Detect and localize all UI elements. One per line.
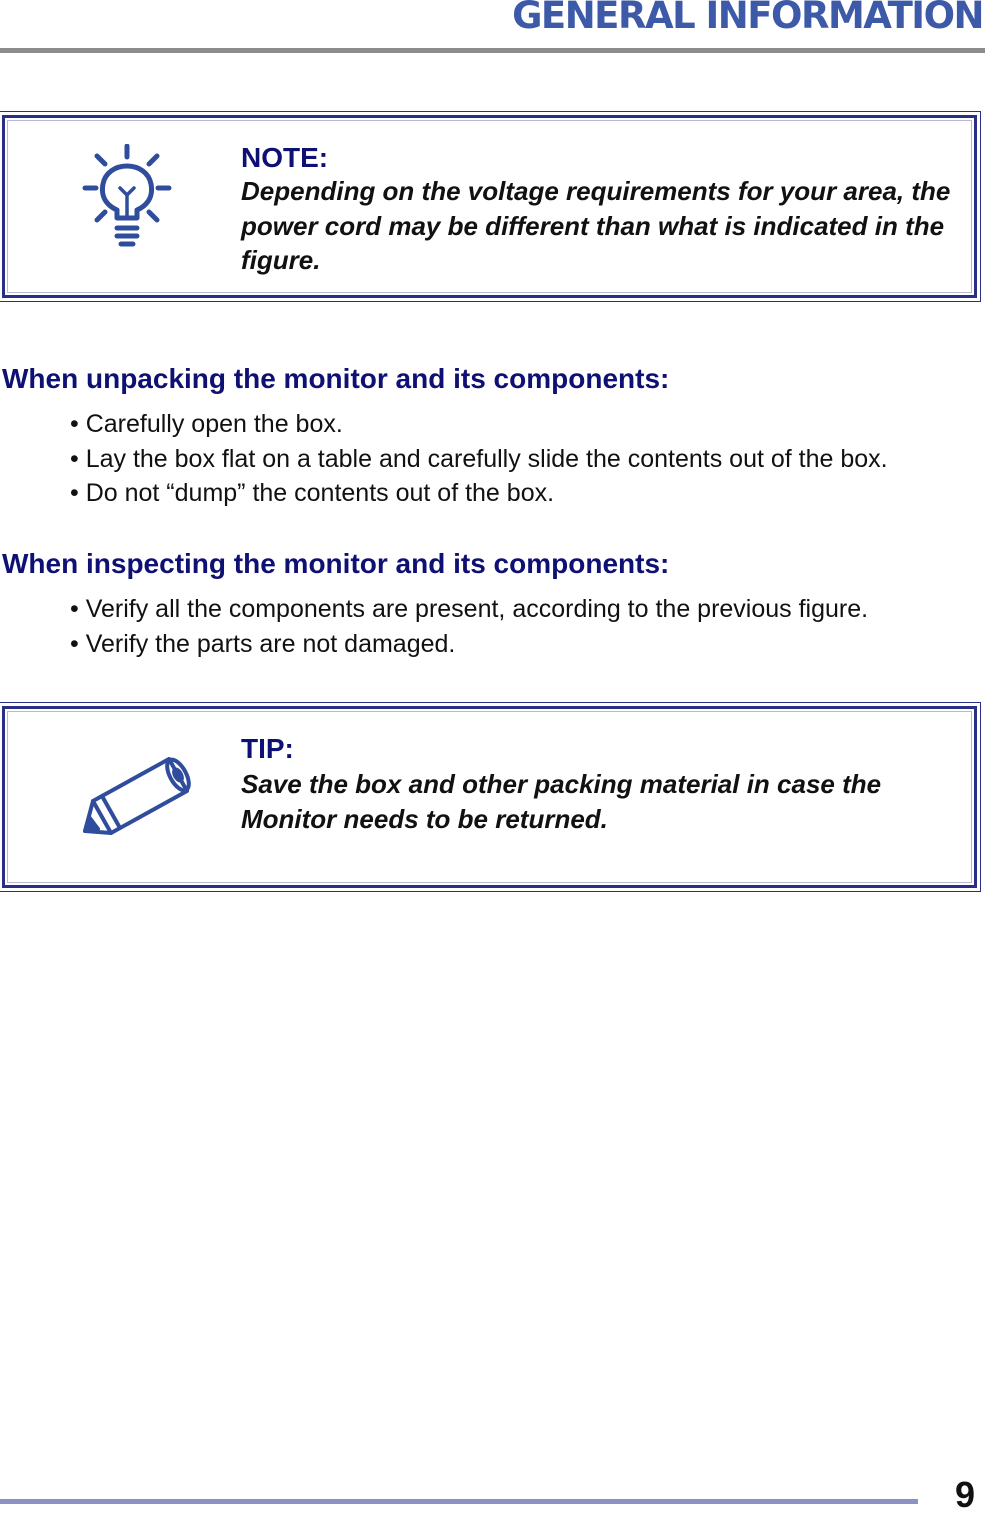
tip-label: TIP: (241, 733, 294, 764)
tip-text: Save the box and other packing material in case the Monitor needs to be returned. (241, 769, 882, 834)
note-label: NOTE: (241, 142, 329, 173)
note-text: Depending on the voltage requirements for your area, the power cord may be different than what is indicated in the figure. (241, 176, 951, 275)
list-item: • Verify the parts are not damaged. (70, 627, 868, 662)
list-item: • Verify all the components are present, according to the previous figure. (70, 592, 868, 627)
header-title: GENERAL INFORMATION (512, 0, 983, 37)
list-item: • Lay the box flat on a table and carefully slide the contents out of the box. (70, 442, 888, 477)
tip-callout (2, 706, 977, 888)
list-item: • Do not “dump” the contents out of the box. (70, 476, 888, 511)
list-item: • Carefully open the box. (70, 407, 888, 442)
note-callout (2, 115, 977, 298)
footer-divider (0, 1499, 918, 1504)
header-divider (0, 48, 985, 53)
inspecting-list (70, 592, 868, 661)
page-number: 9 (954, 1474, 975, 1515)
pencil-icon (77, 753, 197, 839)
inspecting-heading: When inspecting the monitor and its components: (2, 548, 670, 579)
unpacking-list (70, 407, 888, 511)
unpacking-heading: When unpacking the monitor and its components: (2, 363, 670, 394)
lightbulb-icon (81, 144, 173, 252)
